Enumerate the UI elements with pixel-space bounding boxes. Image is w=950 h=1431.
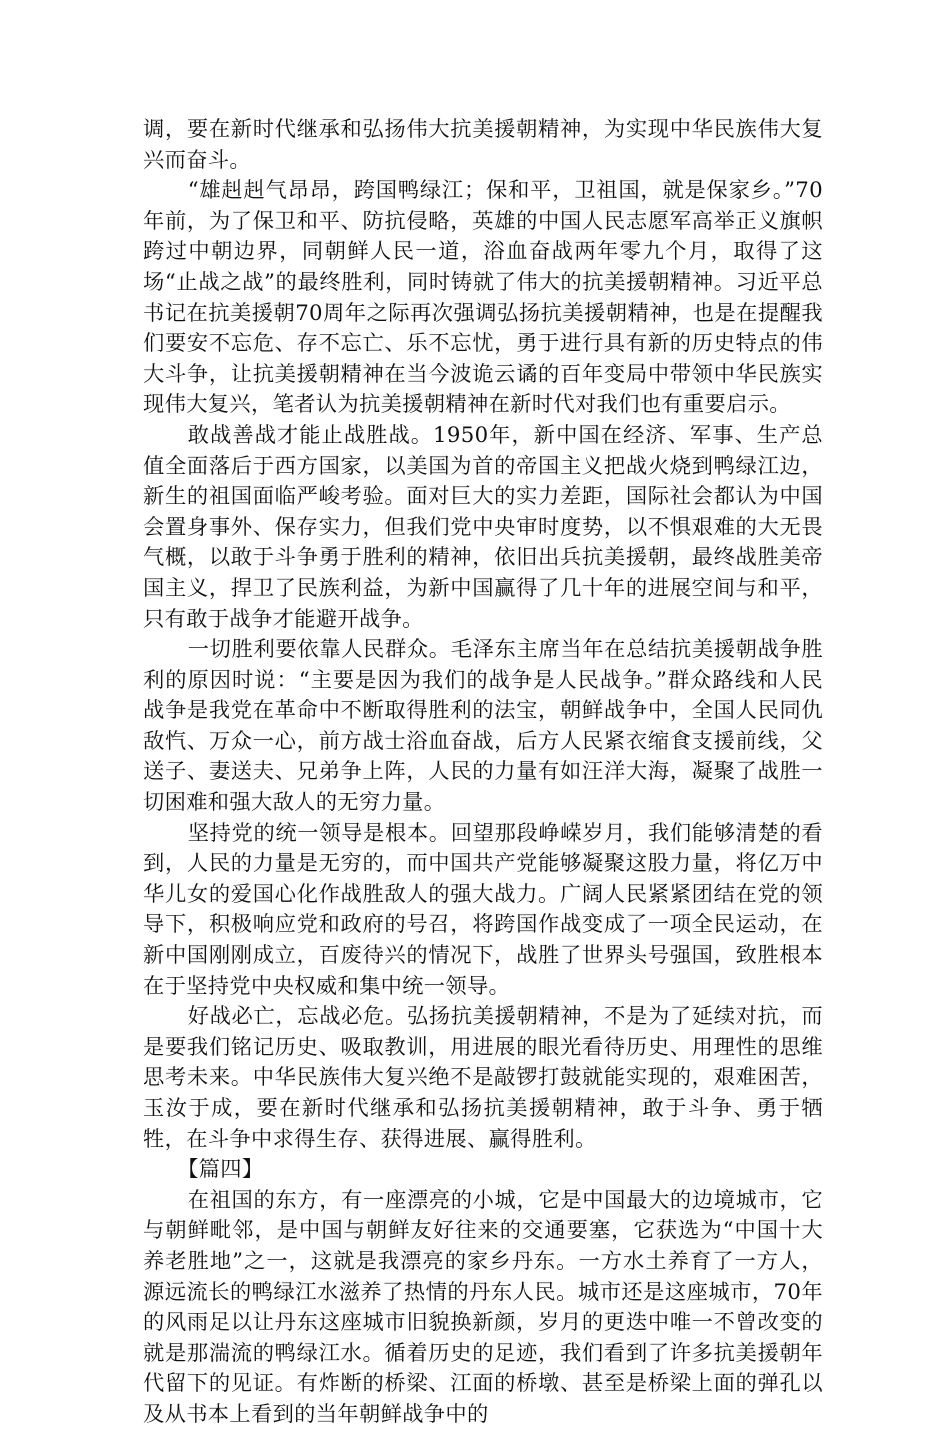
paragraph-continuation: 调，要在新时代继承和弘扬伟大抗美援朝精神，为实现中华民族伟大复兴而奋斗。 xyxy=(143,117,823,173)
paragraph-never-forget-war: 好战必亡，忘战必危。弘扬抗美援朝精神，不是为了延续对抗，而是要我们铭记历史、吸取教训，用进展的眼光看待历史、用理性的思维思考未来。中华民族伟大复兴绝不是敲锣打鼓就能实现的，艰难困苦，玉汝于成，要在新时代继承和弘扬抗美援朝精神，敢于斗争、勇于牺牲，在斗争中求得生存、获得进展、赢得胜利。 xyxy=(143,1004,823,1152)
paragraph-dare-to-fight: 敢战善战才能止战胜战。1950年，新中国在经济、军事、生产总值全面落后于西方国家，以美国为首的帝国主义把战火烧到鸭绿江边，新生的祖国面临严峻考验。面对巨大的实力差距，国际社会都认为中国会置身事外、保存实力，但我们党中央审时度势，以不惧艰难的大无畏气概，以敢于斗争勇于胜利的精神，依旧出兵抗美援朝，最终战胜美帝国主义，捍卫了民族利益，为新中国赢得了几十年的进展空间与和平，只有敢于战争才能避开战争。 xyxy=(143,422,823,632)
document-body xyxy=(143,115,823,1431)
paragraph-dandong: 在祖国的东方，有一座漂亮的小城，它是中国最大的边境城市，它与朝鲜毗邻，是中国与朝鲜友好往来的交通要塞，它获选为“中国十大养老胜地”之一，这就是我漂亮的家乡丹东。一方水土养育了一方人，源远流长的鸭绿江水滋养了热情的丹东人民。城市还是这座城市，70年的风雨足以让丹东这座城市旧貌换新颜，岁月的更迭中唯一不曾改变的就是那湍流的鸭绿江水。循着历史的足迹，我们看到了许多抗美援朝年代留下的见证。有炸断的桥梁、江面的桥墩、甚至是桥梁上面的弹孔以及从书本上看到的当年朝鲜战争中的 xyxy=(143,1187,823,1427)
paragraph-rely-on-people: 一切胜利要依靠人民群众。毛泽东主席当年在总结抗美援朝战争胜利的原因时说：“主要是因为我们的战争是人民战争。”群众路线和人民战争是我党在革命中不断取得胜利的法宝，朝鲜战争中，全国人民同仇敌忾、万众一心，前方战士浴血奋战，后方人民紧衣缩食支援前线，父送子、妻送夫、兄弟争上阵，人民的力量有如汪洋大海，凝聚了战胜一切困难和强大敌人的无穷力量。 xyxy=(143,637,823,816)
section-heading: 【篇四】 xyxy=(177,1157,264,1183)
paragraph-party-leadership: 坚持党的统一领导是根本。回望那段峥嵘岁月，我们能够清楚的看到，人民的力量是无穷的，而中国共产党能够凝聚这股力量，将亿万中华儿女的爱国心化作战胜敌人的强大战力。广阔人民紧紧团结在党的领导下，积极响应党和政府的号召，将跨国作战变成了一项全民运动，在新中国刚刚成立，百废待兴的情况下，战胜了世界头号强国，致胜根本在于坚持党中央权威和集中统一领导。 xyxy=(143,820,823,999)
paragraph-slogan-intro: “雄赳赳气昂昂，跨国鸭绿江；保和平，卫祖国，就是保家乡。”70年前，为了保卫和平、防抗侵略，英雄的中国人民志愿军高举正义旗帜跨过中朝边界，同朝鲜人民一道，浴血奋战两年零九个月，取得了这场“止战之战”的最终胜利，同时铸就了伟大的抗美援朝精神。习近平总书记在抗美援朝70周年之际再次强调弘扬抗美援朝精神，也是在提醒我们要安不忘危、存不忘亡、乐不忘忧，勇于进行具有新的历史特点的伟大斗争，让抗美援朝精神在当今波诡云谲的百年变局中带领中华民族实现伟大复兴，笔者认为抗美援朝精神在新时代对我们也有重要启示。 xyxy=(143,178,823,418)
